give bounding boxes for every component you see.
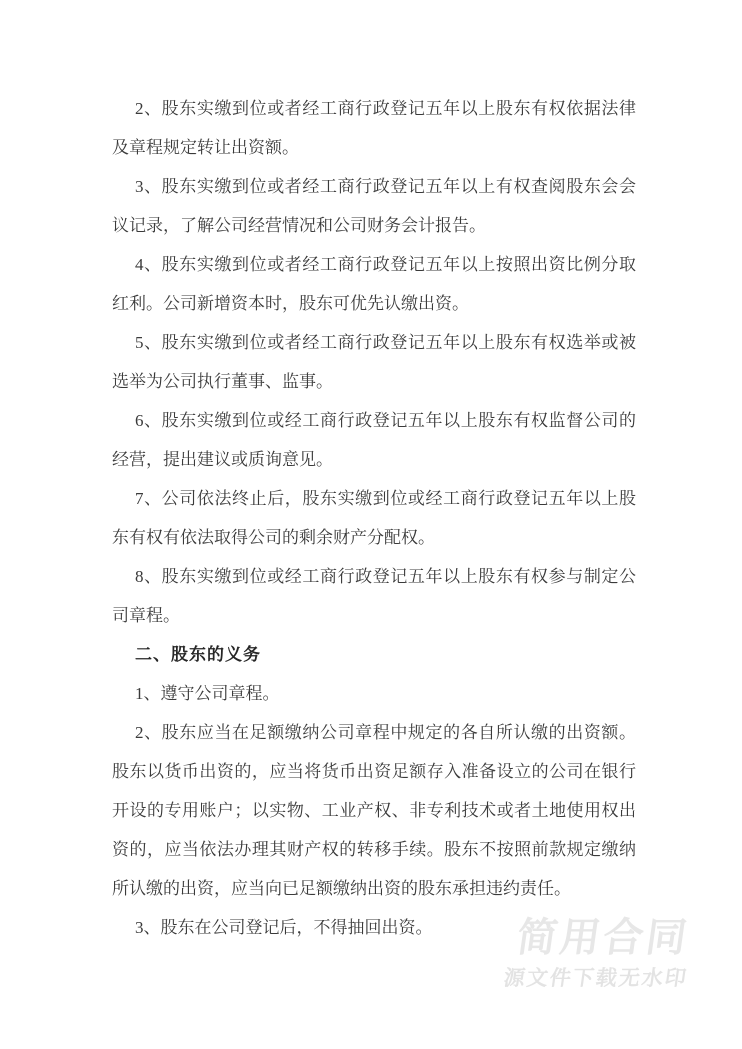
paragraph bbox=[112, 245, 636, 323]
document-line: 2、股东实缴到位或者经工商行政登记五年以上股东有权依据法律 bbox=[135, 99, 636, 118]
document-line: 所认缴的出资，应当向已足额缴纳出资的股东承担违约责任。 bbox=[112, 879, 571, 898]
paragraph bbox=[112, 674, 636, 713]
document-line: 7、公司依法终止后，股东实缴到位或经工商行政登记五年以上股 bbox=[135, 489, 636, 508]
paragraph bbox=[112, 908, 636, 947]
paragraph bbox=[112, 323, 636, 401]
paragraph bbox=[112, 557, 636, 635]
document-line: 红利。公司新增资本时，股东可优先认缴出资。 bbox=[112, 294, 469, 313]
watermark-subtitle: 源文件下载无水印 bbox=[502, 967, 690, 990]
document-line: 3、股东在公司登记后，不得抽回出资。 bbox=[135, 918, 433, 937]
document-line: 经营，提出建议或质询意见。 bbox=[112, 450, 333, 469]
paragraph bbox=[112, 479, 636, 557]
paragraph bbox=[112, 401, 636, 479]
document-line: 资的，应当依法办理其财产权的转移手续。股东不按照前款规定缴纳 bbox=[112, 840, 636, 859]
document-line: 1、遵守公司章程。 bbox=[135, 684, 280, 703]
document-line: 开设的专用账户；以实物、工业产权、非专利技术或者土地使用权出 bbox=[112, 801, 636, 820]
document-line: 股东以货币出资的，应当将货币出资足额存入准备设立的公司在银行 bbox=[112, 762, 636, 781]
paragraph bbox=[112, 713, 636, 908]
document-line: 4、股东实缴到位或者经工商行政登记五年以上按照出资比例分取 bbox=[135, 255, 636, 274]
document-body bbox=[112, 89, 636, 947]
document-line: 二、股东的义务 bbox=[135, 645, 261, 664]
watermark-title: 简用合同 bbox=[514, 916, 693, 960]
section-heading bbox=[112, 635, 636, 674]
document-line: 3、股东实缴到位或者经工商行政登记五年以上有权查阅股东会会 bbox=[135, 177, 636, 196]
document-line: 东有权有依法取得公司的剩余财产分配权。 bbox=[112, 528, 435, 547]
document-line: 及章程规定转让出资额。 bbox=[112, 138, 299, 157]
document-line: 6、股东实缴到位或经工商行政登记五年以上股东有权监督公司的 bbox=[135, 411, 636, 430]
document-line: 2、股东应当在足额缴纳公司章程中规定的各自所认缴的出资额。 bbox=[135, 723, 636, 742]
document-line: 5、股东实缴到位或者经工商行政登记五年以上股东有权选举或被 bbox=[135, 333, 636, 352]
document-line: 8、股东实缴到位或经工商行政登记五年以上股东有权参与制定公 bbox=[135, 567, 636, 586]
document-line: 选举为公司执行董事、监事。 bbox=[112, 372, 333, 391]
paragraph bbox=[112, 167, 636, 245]
document-line: 司章程。 bbox=[112, 606, 180, 625]
paragraph bbox=[112, 89, 636, 167]
document-line: 议记录，了解公司经营情况和公司财务会计报告。 bbox=[112, 216, 486, 235]
